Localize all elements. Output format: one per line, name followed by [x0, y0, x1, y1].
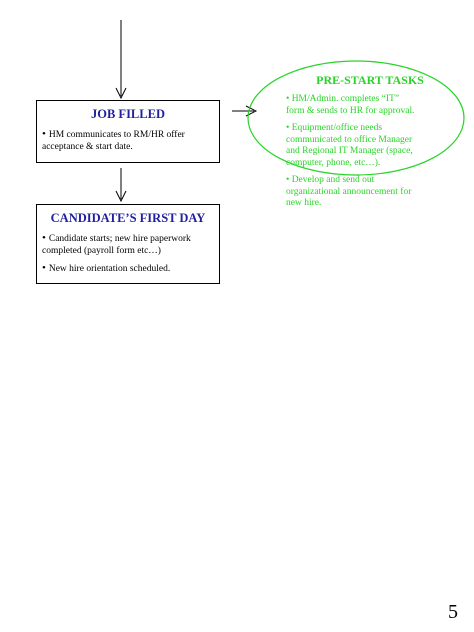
candidate-first-day-title: CANDIDATE’S FIRST DAY — [50, 211, 206, 225]
candidate-first-day-box — [36, 204, 220, 284]
job-filled-box — [36, 100, 220, 163]
pre-start-title: PRE-START TASKS — [316, 73, 424, 87]
job-filled-bullet-text: HM communicates to RM/HR offer acceptance & start date. — [42, 130, 185, 152]
first-day-bullet-2: • New hire orientation scheduled. — [42, 262, 171, 274]
first-day-bullet-2-text: New hire orientation scheduled. — [48, 264, 171, 274]
job-filled-title: JOB FILLED — [91, 107, 165, 121]
pre-start-item-2: • Equipment/office needs communicated to office Manager and Regional IT Manager (space, computer, phone, etc…). — [286, 123, 413, 168]
pre-start-item-3: • Develop and send out organizational announcement for new hire. — [286, 175, 412, 208]
page-number: 5 — [448, 601, 458, 623]
pre-start-tasks — [280, 73, 460, 216]
first-day-bullet-1-text: Candidate starts; new hire paperwork completed (payroll form etc…) — [42, 234, 191, 256]
job-filled-bullet: • HM communicates to RM/HR offer acceptance & start date. — [42, 128, 185, 152]
pre-start-item-1: • HM/Admin. completes “IT” form & sends to HR for approval. — [286, 94, 415, 116]
first-day-bullet-1: • Candidate starts; new hire paperwork completed (payroll form etc…) — [42, 232, 191, 256]
